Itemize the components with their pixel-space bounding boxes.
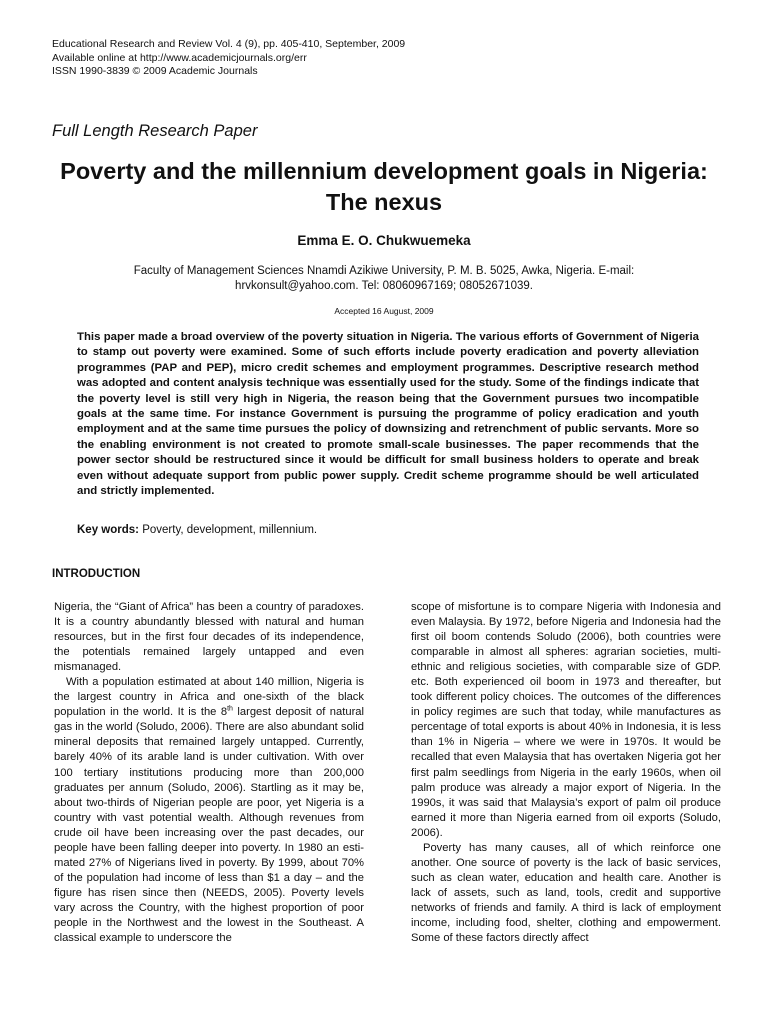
intro-paragraph-4: Poverty has many causes, all of which reinforce one another. One source of poverty is the lack of basic services, such as clean water, education and health care. Another is lack of assets, such as land, tools, credit and supportive networks of friends and family. A third is lack of employment income, including food, shelter, clothing and empowerment. Some of these factors directly affect: [411, 841, 721, 945]
journal-header: [52, 38, 405, 79]
keywords: [77, 524, 317, 536]
intro-paragraph-2-start: With a population estimated at about 140 million, Nigeria is the largest country in Africa and one-sixth of the black population in the world. It is the 8: [54, 676, 364, 719]
keywords-label: Key words:: [77, 524, 139, 536]
accepted-date: Accepted 16 August, 2009: [334, 306, 434, 316]
intro-paragraph-2: [54, 675, 364, 946]
intro-paragraph-1: Nigeria, the “Giant of Africa” has been a country of paradoxes. It is a country abundantly blessed with natural and human resources, but in the first four decades of its independence, the potentials remained largely untapped and even mismanaged.: [54, 601, 364, 674]
journal-issn: ISSN 1990-3839 © 2009 Academic Journals: [52, 65, 258, 77]
intro-paragraph-2-end: largest deposit of natural gas in the world (Soludo, 2006). There are also abundant solid mineral deposits that remained largely untapped. Currently, barely 40% of its arable land is under cultivation. With over 100 tertiary institutions producing more than 200,000 graduates per annum (Soludo, 2006). Startling as it may be, about two-thirds of Nigerian people are poor, yet Nigeria is a country with vast potential wealth. Although revenues from crude oil have been increasing over the past decades, our people have been falling deeper into poverty. In 1980 an estimated 27% of Nigerians lived in poverty. By 1999, about 70% of the population had income of less than $1 a day – and the figure has risen since then (NEEDS, 2005). Poverty levels vary across the Country, with the highest proportion of poor people in the Northwest and the lowest in the Southeast. A classical example to underscore the: [54, 706, 364, 945]
abstract: This paper made a broad overview of the poverty situation in Nigeria. The various efforts of Government of Nigeria to stamp out poverty were examined. Some of such efforts include poverty eradication and poverty alleviation programmes (PAP and PEP), micro credit schemes and employment programmes. Descriptive research method was adopted and content analysis technique was essentially used for the study. Some of the findings indicate that the poverty level is still very high in Nigeria, the reason being that the Government pursues two incompatible goals at the same time. For instance Government is pursuing the programme of policy eradication and youth employment and at the same time pursues the policy of downsizing and retrenchment of public servants. More so the enabling environment is not created to promote small-scale businesses. The paper recommends that the power sector should be restructured since it would be difficult for small business holders to operate and break even without adequate support from public power supply. Credit scheme programme should be well articulated and strictly implemented.: [77, 331, 699, 498]
right-column: [411, 600, 721, 946]
journal-availability: Available online at http://www.academicjournals.org/err: [52, 51, 307, 64]
keywords-value: Poverty, development, millennium.: [142, 524, 318, 536]
ordinal-superscript: th: [227, 705, 233, 713]
paper-type: Full Length Research Paper: [52, 122, 258, 140]
author-affiliation: Faculty of Management Sciences Nnamdi Azikiwe University, P. M. B. 5025, Awka, Nigeria. E-mail: hrvkonsult@yahoo.com. Tel: 08060967169; 08052671039.: [133, 265, 635, 292]
journal-citation: Educational Research and Review Vol. 4 (9), pp. 405-410, September, 2009: [52, 38, 406, 50]
author-name: Emma E. O. Chukwuemeka: [297, 233, 471, 248]
paper-title: Poverty and the millennium development goals in Nigeria: The nexus: [60, 158, 708, 215]
intro-paragraph-3: scope of misfortune is to compare Nigeria with Indonesia and even Malaysia. By 1972, before Nigeria and Indonesia had the first oil boom contends Soludo (2006), both countries were comparable in almost all spheres: agrarian societies, multi-ethnic and religious societies, with comparable size of GDP. etc. Both experienced oil boom in 1973 and thereafter, but took different policy choices. The outcomes of the differences in policy regimes are such that today, while manufactures as percentage of total exports is about 40% in Indonesia, it is less than 1% in Nigeria – where we were in 1970s. It would be recalled that even Malaysia that has overtaken Nigeria got her first palm seedlings from Nigeria in the early 1960s, when oil palm produce was already a major export of Nigeria. In the 1990s, it was said that Malaysia’s export of palm oil produce earned it more than Nigeria earned from oil exports (Soludo, 2006).: [411, 601, 721, 839]
section-heading-introduction: INTRODUCTION: [52, 568, 141, 580]
left-column: [54, 600, 364, 946]
